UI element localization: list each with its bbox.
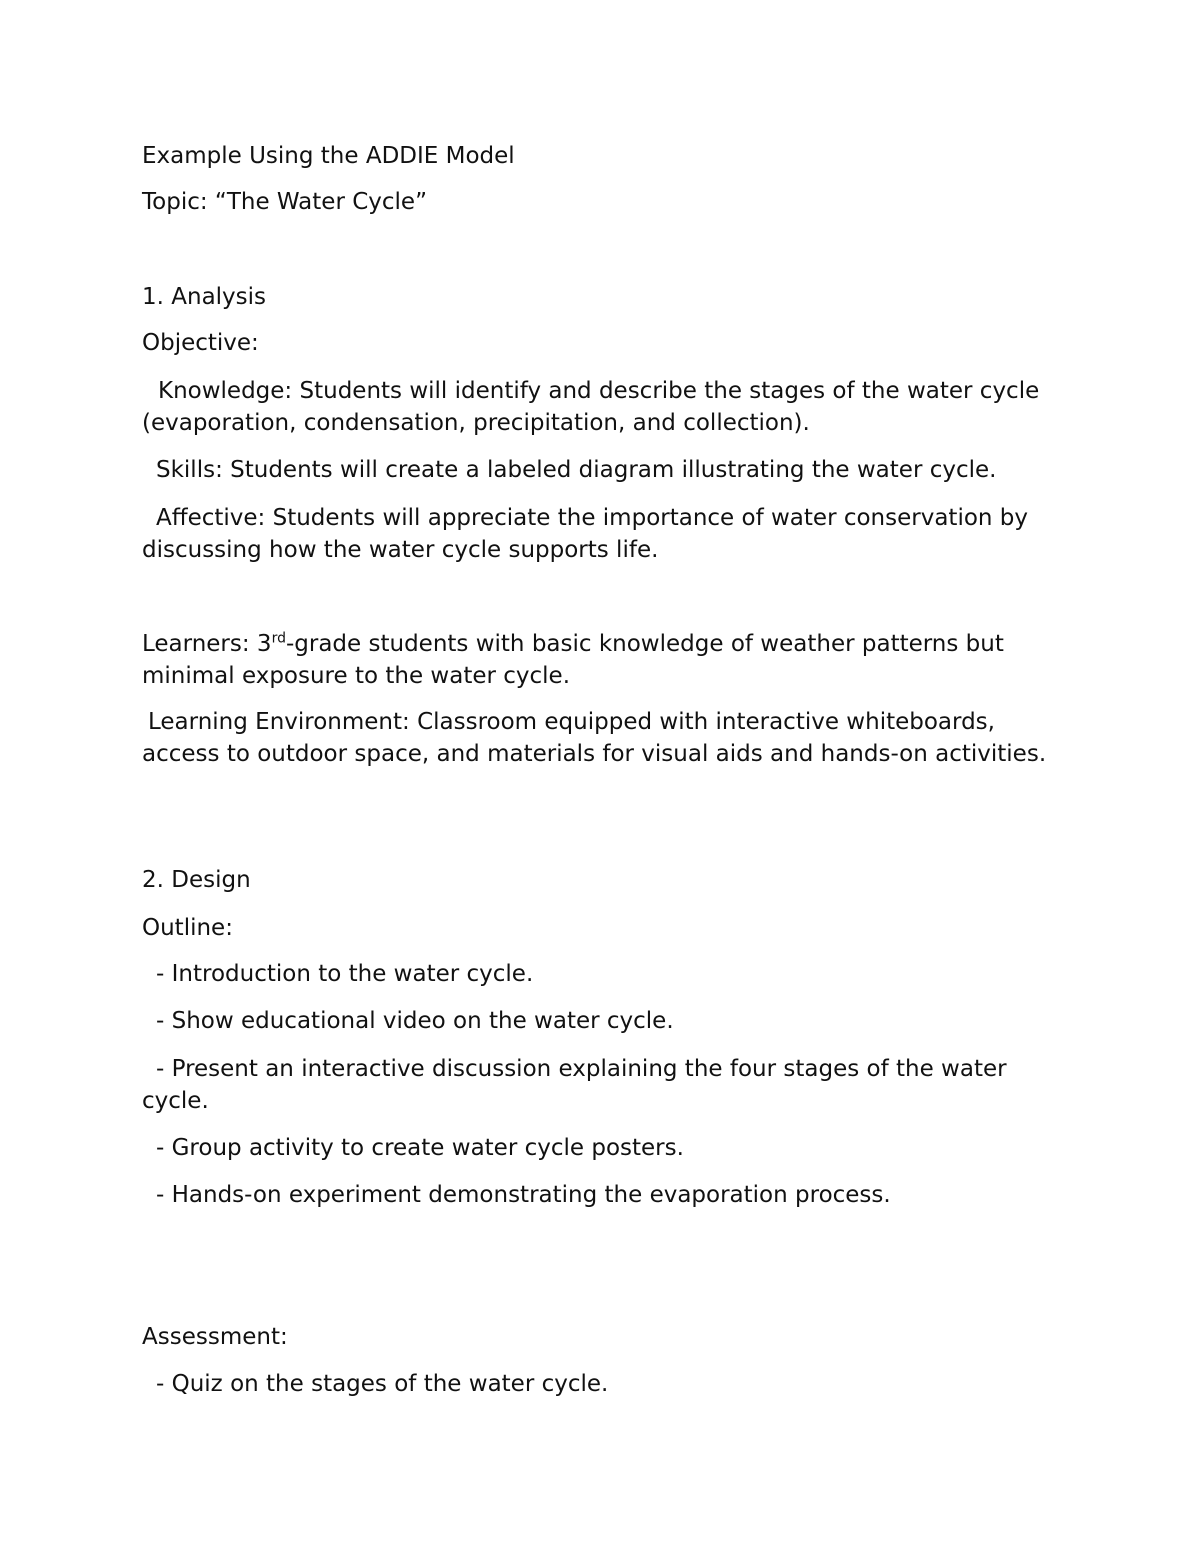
section-heading-analysis: 1. Analysis [142,284,267,310]
document-title: Example Using the ADDIE Model [142,143,515,169]
outline-item: - Show educational video on the water cycle. [156,1008,674,1034]
outline-item: - Introduction to the water cycle. [156,961,534,987]
outline-item: - Present an interactive discussion explaining the four stages of the water cycle. [142,1056,1007,1114]
learners-prefix: Learners: 3 [142,631,272,657]
learning-environment: Learning Environment: Classroom equipped with interactive whiteboards, access to outdoor space, and materials for visual aids and hands-on activities. [142,709,1047,767]
objective-knowledge: Knowledge: Students will identify and describe the stages of the water cycle (evaporation, condensation, precipitation, and collection). [142,378,1040,436]
learners-paragraph [142,628,1072,692]
outline-item: - Group activity to create water cycle posters. [156,1135,684,1161]
topic-line: Topic: “The Water Cycle” [142,189,427,215]
objective-skills: Skills: Students will create a labeled diagram illustrating the water cycle. [156,457,997,483]
learners-rest: -grade students with basic knowledge of weather patterns but minimal exposure to the water cycle. [142,631,1004,689]
outline-label: Outline: [142,915,233,941]
learners-ordinal-suffix: rd [271,630,286,647]
assessment-label: Assessment: [142,1324,288,1350]
assessment-item: - Quiz on the stages of the water cycle. [156,1371,609,1397]
outline-item: - Hands-on experiment demonstrating the evaporation process. [156,1182,891,1208]
objective-label: Objective: [142,330,259,356]
objective-affective: Affective: Students will appreciate the importance of water conservation by discussing how the water cycle supports life. [142,505,1029,563]
section-heading-design: 2. Design [142,867,251,893]
